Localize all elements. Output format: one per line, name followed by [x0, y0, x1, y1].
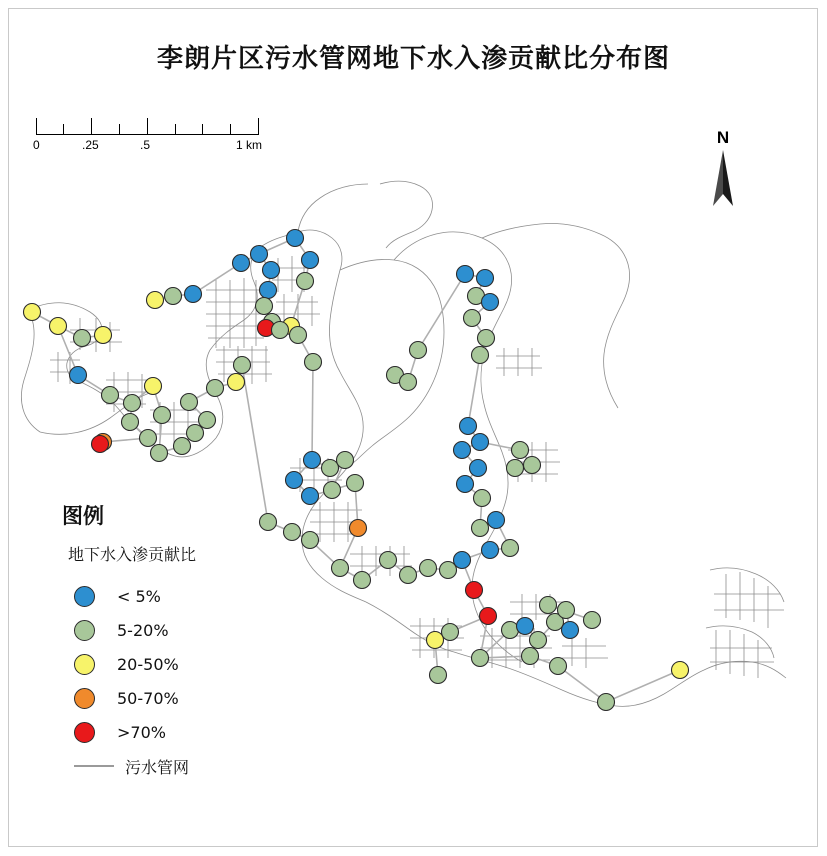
- network-node[interactable]: [324, 482, 341, 499]
- network-node[interactable]: [472, 347, 489, 364]
- network-node[interactable]: [234, 357, 251, 374]
- network-node[interactable]: [430, 667, 447, 684]
- legend-label-5-20: 5-20%: [117, 620, 169, 640]
- scale-tick-minor: [230, 124, 231, 135]
- network-node[interactable]: [174, 438, 191, 455]
- network-node[interactable]: [457, 476, 474, 493]
- network-node[interactable]: [482, 542, 499, 559]
- network-node[interactable]: [472, 434, 489, 451]
- network-node[interactable]: [442, 624, 459, 641]
- network-node[interactable]: [540, 597, 557, 614]
- network-node[interactable]: [488, 512, 505, 529]
- network-node[interactable]: [297, 273, 314, 290]
- network-node[interactable]: [251, 246, 268, 263]
- network-node[interactable]: [454, 442, 471, 459]
- network-node[interactable]: [472, 520, 489, 537]
- network-node[interactable]: [95, 327, 112, 344]
- network-node[interactable]: [474, 490, 491, 507]
- network-node[interactable]: [92, 436, 109, 453]
- scale-tick-minor: [175, 124, 176, 135]
- network-node[interactable]: [185, 286, 202, 303]
- scale-tick-major: [147, 118, 148, 135]
- network-node[interactable]: [427, 632, 444, 649]
- scale-label-1km: 1 km: [236, 138, 263, 152]
- legend-label-gt70: >70%: [117, 722, 166, 742]
- scale-tick-minor: [119, 124, 120, 135]
- legend-label-lt5: < 5%: [117, 586, 161, 606]
- network-node[interactable]: [207, 380, 224, 397]
- network-node[interactable]: [502, 540, 519, 557]
- legend-item-pipeline: [74, 749, 322, 783]
- network-node[interactable]: [410, 342, 427, 359]
- network-node[interactable]: [457, 266, 474, 283]
- network-node[interactable]: [672, 662, 689, 679]
- legend-swatch-5-20: [74, 620, 95, 641]
- network-node[interactable]: [233, 255, 250, 272]
- network-node[interactable]: [350, 520, 367, 537]
- network-node[interactable]: [477, 270, 494, 287]
- network-node[interactable]: [122, 414, 139, 431]
- network-node[interactable]: [181, 394, 198, 411]
- network-node[interactable]: [584, 612, 601, 629]
- page-title: 李朗片区污水管网地下水入渗贡献比分布图: [156, 44, 670, 74]
- scale-tick-major: [258, 118, 259, 135]
- scale-tick-major: [91, 118, 92, 135]
- network-node[interactable]: [322, 460, 339, 477]
- scale-label-025: .25: [82, 138, 99, 152]
- network-node[interactable]: [256, 298, 273, 315]
- network-node[interactable]: [480, 608, 497, 625]
- network-node[interactable]: [512, 442, 529, 459]
- network-node[interactable]: [337, 452, 354, 469]
- network-node[interactable]: [460, 418, 477, 435]
- legend-title: 图例: [62, 504, 104, 528]
- legend-label-20-50: 20-50%: [117, 654, 179, 674]
- legend-subtitle: 地下水入渗贡献比: [68, 545, 197, 564]
- legend-swatch-lt5: [74, 586, 95, 607]
- network-node[interactable]: [464, 310, 481, 327]
- network-node[interactable]: [50, 318, 67, 335]
- north-arrow-label: N: [716, 128, 730, 147]
- network-node[interactable]: [550, 658, 567, 675]
- network-node[interactable]: [263, 262, 280, 279]
- network-node[interactable]: [598, 694, 615, 711]
- network-node[interactable]: [482, 294, 499, 311]
- network-node[interactable]: [502, 622, 519, 639]
- network-node[interactable]: [272, 322, 289, 339]
- legend-item-lt5: [74, 579, 322, 613]
- legend-item-20-50: [74, 647, 322, 681]
- network-node[interactable]: [530, 632, 547, 649]
- legend-label-pipeline: 污水管网: [125, 757, 190, 777]
- network-node[interactable]: [347, 475, 364, 492]
- legend-item-5-20: [74, 613, 322, 647]
- legend-swatch-50-70: [74, 688, 95, 709]
- network-node[interactable]: [472, 650, 489, 667]
- network-node[interactable]: [478, 330, 495, 347]
- legend-label-50-70: 50-70%: [117, 688, 179, 708]
- legend: [62, 500, 322, 783]
- network-node[interactable]: [287, 230, 304, 247]
- network-node[interactable]: [187, 425, 204, 442]
- network-node[interactable]: [466, 582, 483, 599]
- legend-line-swatch: [74, 765, 114, 767]
- network-node[interactable]: [522, 648, 539, 665]
- scale-tick-minor: [63, 124, 64, 135]
- network-node[interactable]: [154, 407, 171, 424]
- network-node[interactable]: [260, 282, 277, 299]
- network-node[interactable]: [228, 374, 245, 391]
- network-node[interactable]: [524, 457, 541, 474]
- network-node[interactable]: [199, 412, 216, 429]
- network-node[interactable]: [440, 562, 457, 579]
- scale-tick-major: [36, 118, 37, 135]
- network-node[interactable]: [290, 327, 307, 344]
- network-node[interactable]: [400, 567, 417, 584]
- network-node[interactable]: [470, 460, 487, 477]
- network-node[interactable]: [507, 460, 524, 477]
- network-node[interactable]: [165, 288, 182, 305]
- scale-label-0: 0: [33, 138, 40, 152]
- network-node[interactable]: [305, 354, 322, 371]
- network-node[interactable]: [400, 374, 417, 391]
- network-node[interactable]: [558, 602, 575, 619]
- legend-item-gt70: [74, 715, 322, 749]
- network-node[interactable]: [145, 378, 162, 395]
- network-node[interactable]: [302, 252, 319, 269]
- network-node[interactable]: [102, 387, 119, 404]
- network-node[interactable]: [286, 472, 303, 489]
- network-node[interactable]: [151, 445, 168, 462]
- network-node[interactable]: [140, 430, 157, 447]
- network-node[interactable]: [74, 330, 91, 347]
- network-node[interactable]: [562, 622, 579, 639]
- network-node[interactable]: [332, 560, 349, 577]
- network-node[interactable]: [147, 292, 164, 309]
- legend-item-50-70: [74, 681, 322, 715]
- network-node[interactable]: [304, 452, 321, 469]
- network-node[interactable]: [70, 367, 87, 384]
- network-node[interactable]: [517, 618, 534, 635]
- scale-tick-minor: [202, 124, 203, 135]
- network-node[interactable]: [24, 304, 41, 321]
- legend-swatch-20-50: [74, 654, 95, 675]
- network-node[interactable]: [124, 395, 141, 412]
- scale-label-05: .5: [140, 138, 151, 152]
- network-node[interactable]: [420, 560, 437, 577]
- legend-swatch-gt70: [74, 722, 95, 743]
- network-node[interactable]: [354, 572, 371, 589]
- network-node[interactable]: [380, 552, 397, 569]
